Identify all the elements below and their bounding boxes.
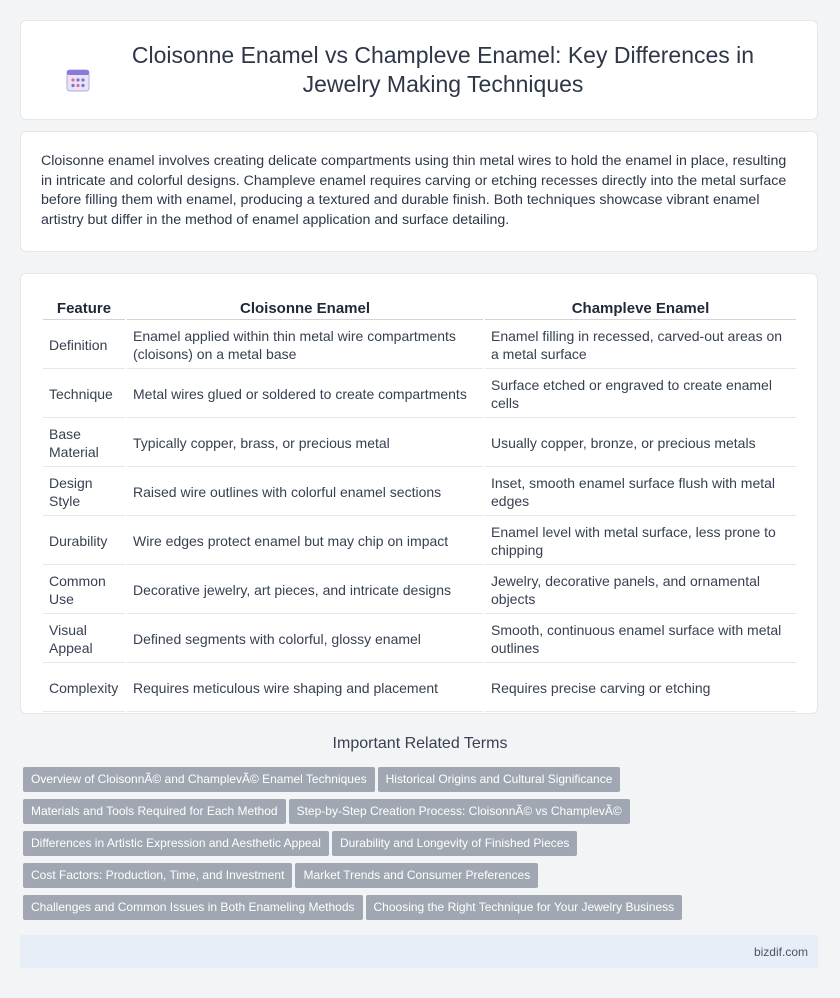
table-row [43, 518, 796, 565]
table-header-row [43, 296, 796, 320]
table-row [43, 371, 796, 418]
feature-cell: Common Use [43, 567, 125, 614]
feature-cell: Complexity [43, 665, 125, 712]
feature-cell: Durability [43, 518, 125, 565]
related-term-tag[interactable]: Historical Origins and Cultural Significance [378, 767, 621, 792]
intro-text: Cloisonne enamel involves creating delicate compartments using thin metal wires to hold the enamel in place, resulting in intricate and colorful designs. Champleve enamel requires carving or etching recesses directly into the metal surface before filling them with enamel, producing a textured and durable finish. Both techniques showcase vibrant enamel artistry but differ in the method of enamel application and surface detailing. [41, 153, 787, 228]
feature-cell: Base Material [43, 420, 125, 467]
champleve-cell: Jewelry, decorative panels, and ornamental objects [485, 567, 796, 614]
champleve-cell: Surface etched or engraved to create enamel cells [485, 371, 796, 418]
related-term-tag[interactable]: Overview of CloisonnÃ© and ChamplevÃ© Enamel Techniques [23, 767, 375, 792]
champleve-cell: Enamel filling in recessed, carved-out areas on a metal surface [485, 322, 796, 369]
cloisonne-cell: Wire edges protect enamel but may chip on impact [127, 518, 483, 565]
related-term-tag[interactable]: Challenges and Common Issues in Both Enameling Methods [23, 895, 363, 920]
related-term-tag[interactable]: Cost Factors: Production, Time, and Investment [23, 863, 292, 888]
comparison-table-card [20, 273, 818, 714]
page-title: Cloisonne Enamel vs Champleve Enamel: Key Differences in Jewelry Making Techniques [131, 42, 755, 97]
cloisonne-cell: Defined segments with colorful, glossy enamel [127, 616, 483, 663]
table-row [43, 616, 796, 663]
site-name[interactable]: bizdif.com [753, 944, 808, 959]
champleve-cell: Usually copper, bronze, or precious metals [485, 420, 796, 467]
column-header: Feature [43, 296, 125, 320]
header-card [20, 20, 818, 120]
champleve-cell: Inset, smooth enamel surface flush with metal edges [485, 469, 796, 516]
table-row [43, 469, 796, 516]
table-row [43, 567, 796, 614]
intro-card [20, 131, 818, 252]
cloisonne-cell: Requires meticulous wire shaping and placement [127, 665, 483, 712]
cloisonne-cell: Decorative jewelry, art pieces, and intricate designs [127, 567, 483, 614]
related-term-tag[interactable]: Choosing the Right Technique for Your Jewelry Business [366, 895, 683, 920]
table-row [43, 665, 796, 712]
cloisonne-cell: Typically copper, brass, or precious metal [127, 420, 483, 467]
related-term-tag[interactable]: Market Trends and Consumer Preferences [295, 863, 538, 888]
related-terms-heading: Important Related Terms [332, 735, 508, 752]
cloisonne-cell: Enamel applied within thin metal wire compartments (cloisons) on a metal base [127, 322, 483, 369]
champleve-cell: Requires precise carving or etching [485, 665, 796, 712]
footer [20, 935, 818, 968]
related-term-tag[interactable]: Durability and Longevity of Finished Pieces [332, 831, 577, 856]
champleve-cell: Smooth, continuous enamel surface with metal outlines [485, 616, 796, 663]
comparison-table [41, 294, 798, 714]
feature-cell: Visual Appeal [43, 616, 125, 663]
table-row [43, 420, 796, 467]
column-header: Champleve Enamel [485, 296, 796, 320]
champleve-cell: Enamel level with metal surface, less prone to chipping [485, 518, 796, 565]
related-term-tag[interactable]: Differences in Artistic Expression and Aesthetic Appeal [23, 831, 329, 856]
related-term-tag[interactable]: Step-by-Step Creation Process: CloisonnÃ© vs ChamplevÃ© [289, 799, 630, 824]
calendar-grid-icon [65, 67, 91, 93]
table-row [43, 322, 796, 369]
related-terms-list [23, 767, 823, 927]
related-term-tag[interactable]: Materials and Tools Required for Each Method [23, 799, 286, 824]
cloisonne-cell: Raised wire outlines with colorful enamel sections [127, 469, 483, 516]
feature-cell: Design Style [43, 469, 125, 516]
feature-cell: Definition [43, 322, 125, 369]
feature-cell: Technique [43, 371, 125, 418]
cloisonne-cell: Metal wires glued or soldered to create compartments [127, 371, 483, 418]
column-header: Cloisonne Enamel [127, 296, 483, 320]
